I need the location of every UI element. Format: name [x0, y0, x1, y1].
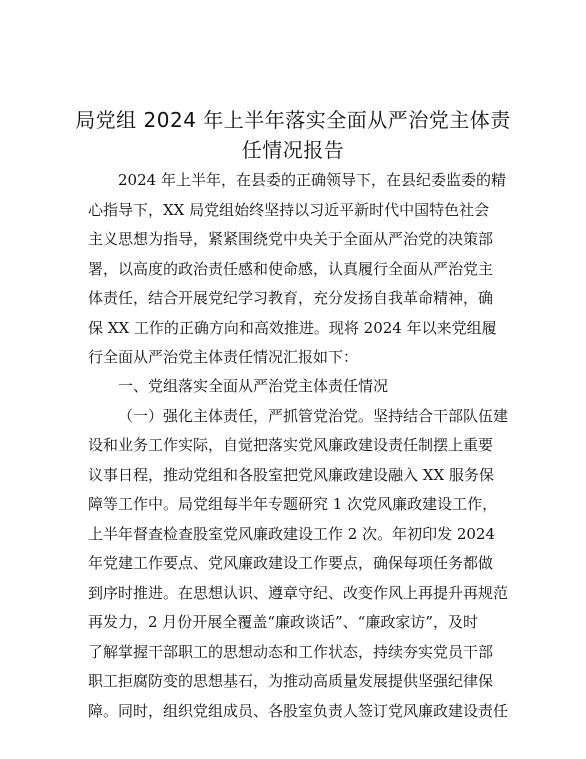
paragraph-line: 年党建工作要点、党风廉政建设工作要点，确保每项任务都做	[88, 554, 494, 572]
paragraph-line: 保 XX 工作的正确方向和高效推进。现将 2024 年以来党组履	[88, 319, 497, 337]
paragraph-line: 体责任，结合开展党纪学习教育，充分发扬自我革命精神，确	[88, 289, 494, 307]
paragraph-line: 障等工作中。局党组每半年专题研究 1 次党风廉政建设工作，	[88, 495, 498, 513]
paragraph-line: 障。同时，组织党组成员、各股室负责人签订党风廉政建设责任	[88, 702, 509, 720]
paragraph-line: 心指导下，XX 局党组始终坚持以习近平新时代中国特色社会	[88, 201, 490, 219]
paragraph-line: 上半年督查检查股室党风廉政建设工作 2 次。年初印发 2024	[88, 525, 496, 543]
paragraph-line: 到序时推进。在思想认识、遵章守纪、改变作风上再提升再规范	[88, 584, 509, 602]
paragraph-line: 议事日程，推动党组和各股室把党风廉政建设融入 XX 服务保	[88, 466, 494, 484]
paragraph-line: 设和业务工作实际，自觉把落实党风廉政建设责任制摆上重要	[88, 436, 494, 454]
paragraph-line: 2024 年上半年，在县委的正确领导下，在县纪委监委的精	[118, 171, 506, 189]
paragraph-line: 行全面从严治党主体责任情况汇报如下：	[88, 348, 359, 366]
paragraph-line: 署，以高度的政治责任感和使命感，认真履行全面从严治党主	[88, 260, 494, 278]
document-title-line-2: 任情况报告	[241, 138, 345, 162]
paragraph-line: 职工拒腐防变的思想基石，为推动高质量发展提供坚强纪律保	[88, 672, 494, 690]
document-title-line-1: 局党组 2024 年上半年落实全面从严治党主体责	[75, 108, 511, 132]
section-heading: 一、党组落实全面从严治党主体责任情况	[118, 377, 389, 395]
paragraph-line: 主义思想为指导，紧紧围绕党中央关于全面从严治党的决策部	[88, 230, 494, 248]
paragraph-line: （一）强化主体责任，严抓管党治党。坚持结合干部队伍建	[118, 407, 509, 425]
paragraph-line: 再发力，2 月份开展全覆盖“廉政谈话”、“廉政家访”，及时	[88, 613, 478, 631]
paragraph-line: 了解掌握干部职工的思想动态和工作状态，持续夯实党员干部	[88, 643, 494, 661]
